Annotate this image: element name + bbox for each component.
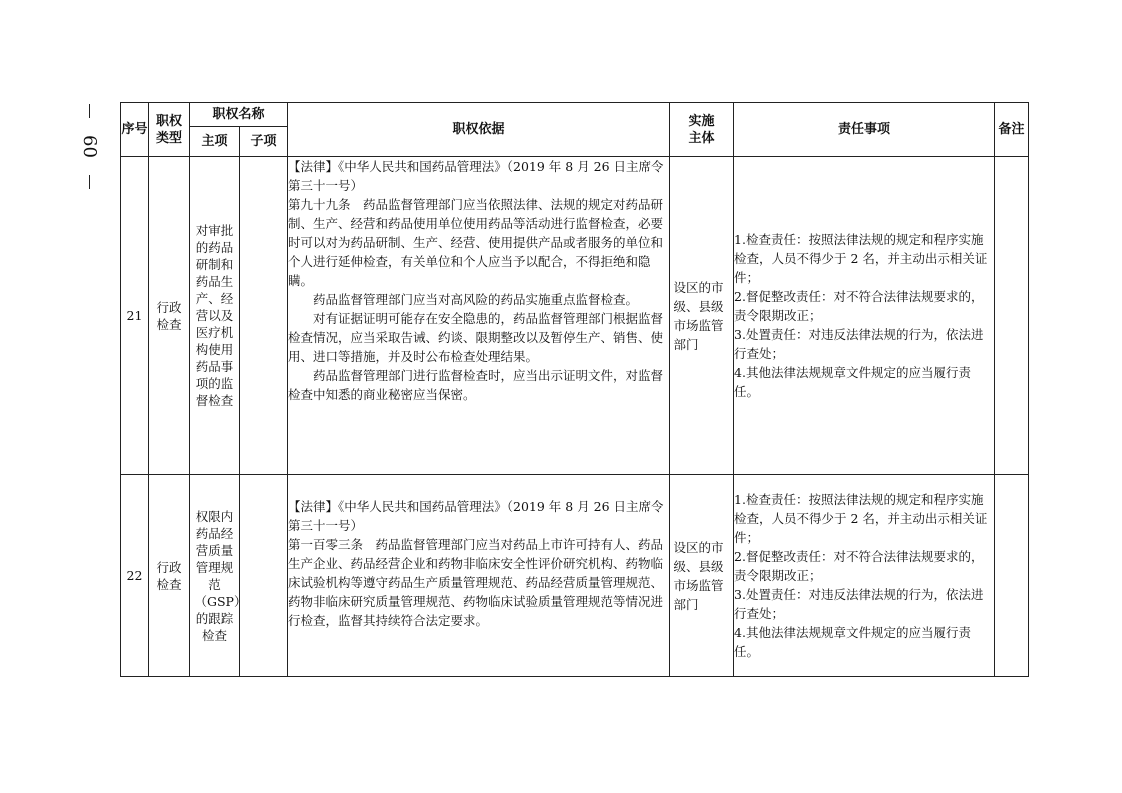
- table-row: [121, 475, 1029, 677]
- header-main-item: 主项: [190, 127, 240, 157]
- row-basis: [288, 157, 670, 475]
- header-responsibility: 责任事项: [734, 103, 995, 157]
- header-row-top: [121, 103, 1029, 127]
- responsibility-item: 4.其他法律法规规章文件规定的应当履行责任。: [734, 625, 971, 659]
- header-subject: 实施主体: [670, 103, 734, 157]
- table-row: [121, 157, 1029, 475]
- row-basis: [288, 475, 670, 677]
- row-seq: 22: [121, 475, 149, 677]
- row-type: 行政检查: [149, 475, 190, 677]
- row-main-item: 权限内药品经营质量管理规范（GSP）的跟踪检查: [190, 475, 240, 677]
- basis-line: 【法律】《中华人民共和国药品管理法》（2019 年 8 月 26 日主席令第三十一号）: [288, 499, 664, 533]
- responsibility-item: 2.督促整改责任：对不符合法律法规要求的，责令限期改正；: [734, 289, 984, 323]
- row-responsibility: [734, 475, 995, 677]
- row-sub-item: [240, 475, 288, 677]
- page-number-dash-bottom: [89, 175, 90, 189]
- header-remark: 备注: [995, 103, 1029, 157]
- basis-line: 药品监督管理部门应当对高风险的药品实施重点监督检查。: [313, 292, 639, 307]
- responsibility-item: 1.检查责任：按照法律法规的规定和程序实施检查，人员不得少于 2 名，并主动出示相关证件；: [734, 492, 988, 545]
- row-type: 行政检查: [149, 157, 190, 475]
- basis-line: 【法律】《中华人民共和国药品管理法》（2019 年 8 月 26 日主席令第三十一号）: [288, 159, 664, 193]
- row-remark: [995, 157, 1029, 475]
- header-type: 职权类型: [149, 103, 190, 157]
- basis-line: 第九十九条 药品监督管理部门应当依照法律、法规的规定对药品研制、生产、经营和药品使用单位使用药品等活动进行监督检查，必要时可以对为药品研制、生产、经营、使用提供产品或者服务的单位和个人进行延伸检查，有关单位和个人应当予以配合，不得拒绝和隐瞒。: [288, 197, 664, 288]
- authority-table: [120, 102, 1029, 677]
- basis-line: 第一百零三条 药品监督管理部门应当对药品上市许可持有人、药品生产企业、药品经营企业和药物非临床安全性评价研究机构、药物临床试验机构等遵守药品生产质量管理规范、药品经营质量管理规范、药物非临床研究质量管理规范、药物临床试验质量管理规范等情况进行检查，监督其持续符合法定要求。: [288, 537, 664, 628]
- row-responsibility: [734, 157, 995, 475]
- page-number: 60: [78, 135, 100, 158]
- basis-line: 药品监督管理部门进行监督检查时，应当出示证明文件，对监督检查中知悉的商业秘密应当保密。: [288, 368, 664, 402]
- responsibility-item: 2.督促整改责任：对不符合法律法规要求的，责令限期改正；: [734, 549, 984, 583]
- page-number-dash-top: [89, 104, 90, 118]
- responsibility-item: 1.检查责任：按照法律法规的规定和程序实施检查，人员不得少于 2 名，并主动出示相关证件；: [734, 232, 988, 285]
- row-main-item: 对审批的药品研制和药品生产、经营以及医疗机构使用药品事项的监督检查: [190, 157, 240, 475]
- basis-line: 对有证据证明可能存在安全隐患的，药品监督管理部门根据监督检查情况，应当采取告诫、约谈、限期整改以及暂停生产、销售、使用、进口等措施，并及时公布检查处理结果。: [288, 311, 664, 364]
- row-subject: 设区的市级、县级市场监管部门: [670, 157, 734, 475]
- header-sub-item: 子项: [240, 127, 288, 157]
- header-seq: 序号: [121, 103, 149, 157]
- row-remark: [995, 475, 1029, 677]
- header-basis: 职权依据: [288, 103, 670, 157]
- row-sub-item: [240, 157, 288, 475]
- responsibility-item: 3.处置责任：对违反法律法规的行为，依法进行查处；: [734, 327, 984, 361]
- page-number-marker: [72, 104, 106, 194]
- row-subject: 设区的市级、县级市场监管部门: [670, 475, 734, 677]
- row-seq: 21: [121, 157, 149, 475]
- responsibility-item: 4.其他法律法规规章文件规定的应当履行责任。: [734, 365, 971, 399]
- header-name-group: 职权名称: [190, 103, 288, 127]
- responsibility-item: 3.处置责任：对违反法律法规的行为，依法进行查处；: [734, 587, 984, 621]
